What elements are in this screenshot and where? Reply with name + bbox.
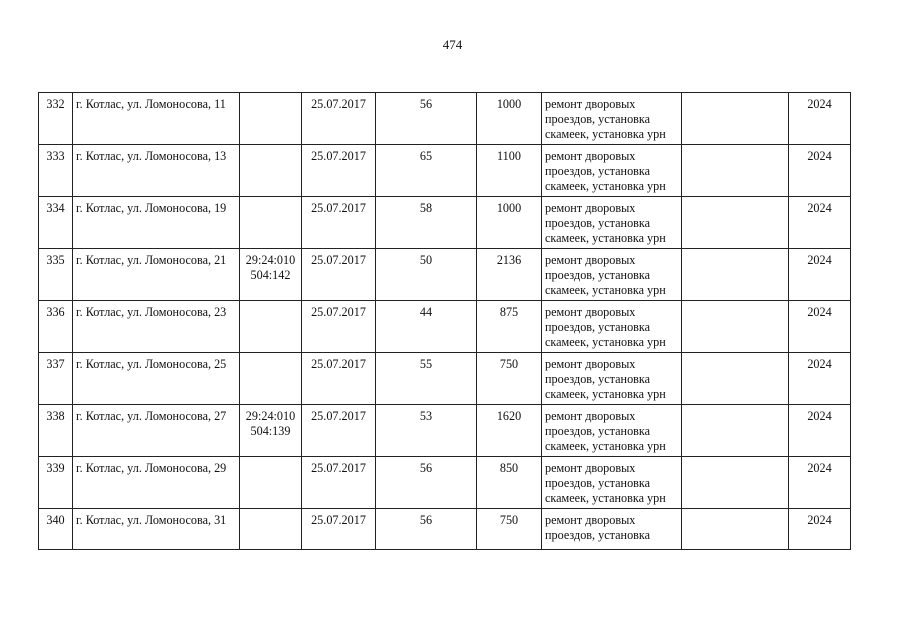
address-cell: г. Котлас, ул. Ломоносова, 13 [73, 145, 240, 197]
address-cell: г. Котлас, ул. Ломоносова, 25 [73, 353, 240, 405]
date-cell: 25.07.2017 [302, 301, 376, 353]
area-cell: 1000 [477, 93, 542, 145]
area-cell: 1620 [477, 405, 542, 457]
cadastral-number-cell [240, 509, 302, 550]
date-cell: 25.07.2017 [302, 145, 376, 197]
work-type-cell: ремонт дворовых проездов, установка скамеек, установка урн [542, 457, 682, 509]
date-cell: 25.07.2017 [302, 353, 376, 405]
note-cell [682, 197, 789, 249]
cadastral-number-cell: 29:24:010 504:142 [240, 249, 302, 301]
date-cell: 25.07.2017 [302, 405, 376, 457]
table-row [39, 197, 851, 249]
note-cell [682, 457, 789, 509]
count-cell: 56 [376, 509, 477, 550]
table-row [39, 353, 851, 405]
table-row [39, 509, 851, 550]
row-number-cell: 340 [39, 509, 73, 550]
note-cell [682, 509, 789, 550]
address-cell: г. Котлас, ул. Ломоносова, 19 [73, 197, 240, 249]
work-type-cell: ремонт дворовых проездов, установка скамеек, установка урн [542, 197, 682, 249]
row-number-cell: 334 [39, 197, 73, 249]
address-cell: г. Котлас, ул. Ломоносова, 23 [73, 301, 240, 353]
address-cell: г. Котлас, ул. Ломоносова, 21 [73, 249, 240, 301]
address-cell: г. Котлас, ул. Ломоносова, 31 [73, 509, 240, 550]
date-cell: 25.07.2017 [302, 249, 376, 301]
work-type-cell: ремонт дворовых проездов, установка скамеек, установка урн [542, 249, 682, 301]
row-number-cell: 335 [39, 249, 73, 301]
table-row [39, 145, 851, 197]
table-row [39, 457, 851, 509]
cadastral-number-cell: 29:24:010 504:139 [240, 405, 302, 457]
cadastral-number-cell [240, 93, 302, 145]
date-cell: 25.07.2017 [302, 93, 376, 145]
cadastral-number-cell [240, 145, 302, 197]
yard-improvement-table [38, 92, 851, 550]
year-cell: 2024 [789, 249, 851, 301]
row-number-cell: 336 [39, 301, 73, 353]
area-cell: 2136 [477, 249, 542, 301]
area-cell: 750 [477, 509, 542, 550]
work-type-cell: ремонт дворовых проездов, установка скамеек, установка урн [542, 353, 682, 405]
cadastral-number-cell [240, 353, 302, 405]
note-cell [682, 145, 789, 197]
table-row [39, 405, 851, 457]
date-cell: 25.07.2017 [302, 457, 376, 509]
note-cell [682, 249, 789, 301]
year-cell: 2024 [789, 405, 851, 457]
table-row [39, 301, 851, 353]
count-cell: 58 [376, 197, 477, 249]
note-cell [682, 405, 789, 457]
work-type-cell: ремонт дворовых проездов, установка скамеек, установка урн [542, 301, 682, 353]
date-cell: 25.07.2017 [302, 509, 376, 550]
page-number: 474 [442, 37, 463, 52]
year-cell: 2024 [789, 93, 851, 145]
area-cell: 875 [477, 301, 542, 353]
row-number-cell: 333 [39, 145, 73, 197]
year-cell: 2024 [789, 457, 851, 509]
count-cell: 50 [376, 249, 477, 301]
work-type-cell: ремонт дворовых проездов, установка скамеек, установка урн [542, 93, 682, 145]
date-cell: 25.07.2017 [302, 197, 376, 249]
count-cell: 56 [376, 93, 477, 145]
address-cell: г. Котлас, ул. Ломоносова, 27 [73, 405, 240, 457]
count-cell: 44 [376, 301, 477, 353]
work-type-cell: ремонт дворовых проездов, установка скамеек, установка урн [542, 405, 682, 457]
cadastral-number-cell [240, 301, 302, 353]
note-cell [682, 301, 789, 353]
cadastral-number-cell [240, 457, 302, 509]
address-cell: г. Котлас, ул. Ломоносова, 29 [73, 457, 240, 509]
year-cell: 2024 [789, 509, 851, 550]
note-cell [682, 93, 789, 145]
count-cell: 65 [376, 145, 477, 197]
area-cell: 750 [477, 353, 542, 405]
cadastral-number-cell [240, 197, 302, 249]
count-cell: 56 [376, 457, 477, 509]
year-cell: 2024 [789, 301, 851, 353]
row-number-cell: 339 [39, 457, 73, 509]
year-cell: 2024 [789, 197, 851, 249]
note-cell [682, 353, 789, 405]
count-cell: 53 [376, 405, 477, 457]
table-row [39, 93, 851, 145]
row-number-cell: 332 [39, 93, 73, 145]
work-type-cell: ремонт дворовых проездов, установка [542, 509, 682, 550]
count-cell: 55 [376, 353, 477, 405]
table-row [39, 249, 851, 301]
year-cell: 2024 [789, 353, 851, 405]
table-body [39, 93, 851, 550]
area-cell: 850 [477, 457, 542, 509]
area-cell: 1000 [477, 197, 542, 249]
area-cell: 1100 [477, 145, 542, 197]
address-cell: г. Котлас, ул. Ломоносова, 11 [73, 93, 240, 145]
year-cell: 2024 [789, 145, 851, 197]
work-type-cell: ремонт дворовых проездов, установка скамеек, установка урн [542, 145, 682, 197]
row-number-cell: 338 [39, 405, 73, 457]
row-number-cell: 337 [39, 353, 73, 405]
